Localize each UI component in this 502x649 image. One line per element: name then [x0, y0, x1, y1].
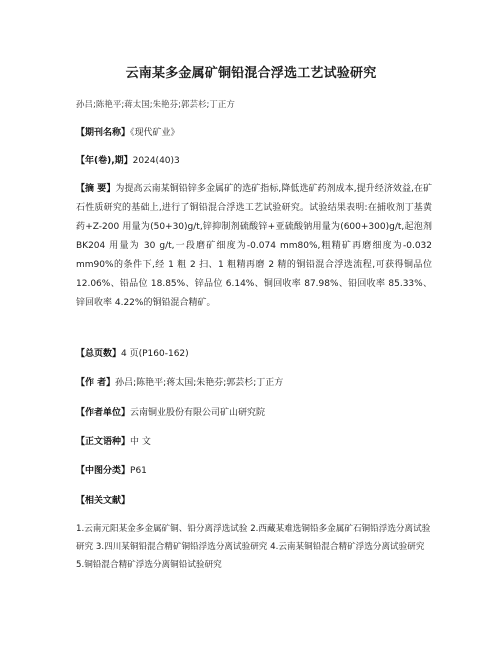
- affiliation-value: 云南铜业股份有限公司矿山研究院: [130, 408, 266, 418]
- affiliation-field: [76, 404, 431, 422]
- related-label-field: [76, 492, 431, 510]
- issue-field: [76, 152, 431, 170]
- issue-label: 【年(卷),期】: [76, 156, 133, 166]
- pages-field: [76, 345, 431, 363]
- classification-label: 【中图分类】: [76, 466, 131, 476]
- journal-field: [76, 124, 431, 142]
- language-value: 中 文: [130, 437, 151, 447]
- journal-label: 【期刊名称】: [76, 128, 131, 138]
- abstract-text: 为提高云南某铜铅锌多金属矿的选矿指标,降低选矿药剂成本,提升经济效益,在矿石性质研究的基础上,进行了铜铅混合浮选工艺试验研究。试验结果表明:在捕收剂丁基黄药+Z-200 用量为(50+30)g/t,锌抑制剂硫酸锌+亚硫酸钠用量为(600+300)g/t,起泡剂 BK204 用量为 30 g/t,一段磨矿细度为-0.074 mm80%,粗精矿再磨细度为-0.032 mm90%的条件下,经 1 粗 2 扫、1 粗精再磨 2 精的铜铅混合浮选流程,可获得铜品位 12.06%、铅品位 18.85%、锌品位 6.14%、铜回收率 87.98%、铅回收率 85.33%、锌回收率 4.22%的铜铅混合精矿。: [76, 184, 432, 308]
- language-field: [76, 433, 431, 451]
- authors-line: 孙吕;陈艳平;蒋太国;朱艳芬;郭芸杉;丁正方: [76, 100, 235, 110]
- author-label: 【作 者】: [76, 378, 116, 388]
- language-label: 【正文语种】: [76, 437, 131, 447]
- pages-value: 4 页(P160-162): [121, 349, 189, 359]
- author-value: 孙吕;陈艳平;蒋太国;朱艳芬;郭芸杉;丁正方: [115, 378, 284, 388]
- abstract-label: 【摘 要】: [76, 184, 116, 194]
- related-label: 【相关文献】: [76, 496, 131, 506]
- related-list: 1.云南元阳某金多金属矿铜、铅分离浮选试验 2.西藏某难选铜铅多金属矿石铜铅浮选分离试验研究 3.四川某铜铅混合精矿铜铅浮选分离试验研究 4.云南某铜铅混合精矿浮选分离试验研究 5.铜铅混合精矿浮选分离铜铅试验研究: [76, 524, 431, 570]
- journal-value: 《现代矿业》: [130, 128, 180, 138]
- affiliation-label: 【作者单位】: [76, 408, 131, 418]
- pages-label: 【总页数】: [76, 349, 122, 359]
- classification-value: P61: [130, 466, 147, 476]
- author-field: [76, 374, 431, 392]
- classification-field: [76, 462, 431, 480]
- paper-title: 云南某多金属矿铜铅混合浮选工艺试验研究: [125, 66, 377, 81]
- issue-value: 2024(40)3: [132, 156, 180, 166]
- abstract-field: [76, 180, 432, 313]
